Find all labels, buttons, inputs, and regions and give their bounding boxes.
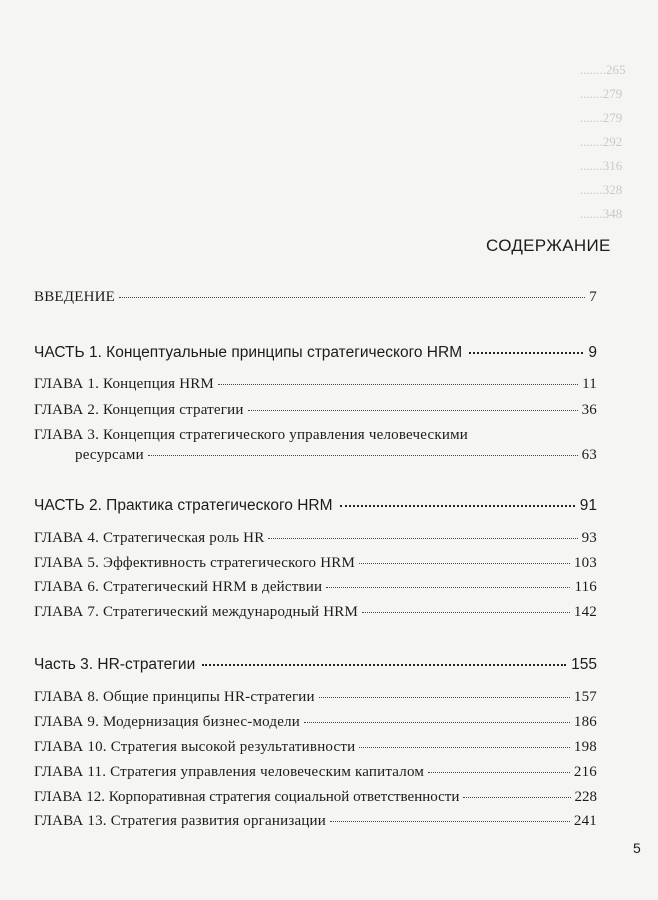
toc-chapter-4[interactable] bbox=[34, 530, 597, 547]
chapter-page: 198 bbox=[573, 739, 597, 755]
chapter-label: ГЛАВА 8. Общие принципы HR-стратегии bbox=[34, 689, 315, 705]
entry-page: 7 bbox=[589, 289, 597, 305]
chapter-label: ГЛАВА 7. Стратегический международный HRM bbox=[34, 604, 359, 620]
toc-part-3[interactable] bbox=[34, 656, 597, 674]
toc-chapter-12[interactable] bbox=[34, 789, 597, 806]
part-page: 9 bbox=[588, 344, 597, 361]
chapter-label: ГЛАВА 6. Стратегический HRM в действии bbox=[34, 579, 323, 595]
dot-leader bbox=[463, 797, 570, 798]
toc-entry-introduction[interactable] bbox=[34, 289, 597, 306]
dot-leader bbox=[362, 612, 570, 613]
chapter-page: 241 bbox=[573, 813, 597, 829]
page-title: СОДЕРЖАНИЕ bbox=[486, 236, 611, 255]
chapter-page: 36 bbox=[581, 402, 597, 418]
dot-leader bbox=[319, 697, 570, 698]
toc-chapter-7[interactable] bbox=[34, 604, 597, 621]
chapter-label: ГЛАВА 11. Стратегия управления человеческим капиталом bbox=[34, 764, 425, 780]
chapter-label: ГЛАВА 9. Модернизация бизнес-модели bbox=[34, 714, 301, 730]
part-page: 155 bbox=[571, 656, 597, 673]
part-title: Часть 3. HR-стратегии bbox=[34, 656, 196, 673]
toc-part-1[interactable] bbox=[34, 344, 597, 362]
dot-leader bbox=[218, 384, 578, 385]
toc-chapter-1[interactable] bbox=[34, 376, 597, 393]
toc-chapter-8[interactable] bbox=[34, 689, 597, 706]
dot-leader bbox=[359, 747, 570, 748]
dot-leader bbox=[469, 352, 583, 354]
part-page: 91 bbox=[579, 497, 597, 514]
dot-leader bbox=[148, 455, 578, 456]
toc-chapter-10[interactable] bbox=[34, 739, 597, 756]
chapter-label: ГЛАВА 1. Концепция HRM bbox=[34, 376, 214, 392]
chapter-label-line2-row bbox=[34, 447, 597, 464]
chapter-label: ГЛАВА 10. Стратегия высокой результативности bbox=[34, 739, 356, 755]
toc-chapter-13[interactable] bbox=[34, 813, 597, 830]
chapter-page: 11 bbox=[582, 376, 597, 392]
chapter-page: 228 bbox=[574, 789, 597, 805]
toc-chapter-9[interactable] bbox=[34, 714, 597, 731]
part-title: ЧАСТЬ 2. Практика стратегического HRM bbox=[34, 497, 333, 514]
show-through-text: ........265 .......279 .......279 .......292 .......316 .......328 .......348 bbox=[580, 62, 626, 221]
toc-chapter-11[interactable] bbox=[34, 764, 597, 781]
dot-leader bbox=[304, 722, 570, 723]
chapter-page: 216 bbox=[573, 764, 597, 780]
chapter-page: 157 bbox=[573, 689, 597, 705]
dot-leader bbox=[248, 410, 578, 411]
dot-leader bbox=[119, 297, 585, 298]
chapter-label: ГЛАВА 4. Стратегическая роль HR bbox=[34, 530, 265, 546]
toc-chapter-2[interactable] bbox=[34, 402, 597, 419]
chapter-page: 142 bbox=[573, 604, 597, 620]
chapter-page: 63 bbox=[581, 447, 597, 463]
page-number: 5 bbox=[633, 840, 641, 856]
chapter-page: 93 bbox=[581, 530, 597, 546]
dot-leader bbox=[340, 505, 575, 507]
part-title: ЧАСТЬ 1. Концептуальные принципы стратегического HRM bbox=[34, 344, 463, 361]
entry-label: ВВЕДЕНИЕ bbox=[34, 289, 115, 305]
dot-leader bbox=[326, 587, 570, 588]
chapter-label: ГЛАВА 2. Концепция стратегии bbox=[34, 402, 244, 418]
chapter-label: ГЛАВА 5. Эффективность стратегического HRM bbox=[34, 555, 355, 571]
dot-leader bbox=[359, 563, 570, 564]
chapter-page: 116 bbox=[574, 579, 597, 595]
dot-leader bbox=[428, 772, 570, 773]
dot-leader bbox=[268, 538, 577, 539]
chapter-label-line1: ГЛАВА 3. Концепция стратегического управления человеческими bbox=[34, 427, 468, 443]
dot-leader bbox=[202, 664, 566, 666]
dot-leader bbox=[330, 821, 570, 822]
chapter-label: ГЛАВА 13. Стратегия развития организации bbox=[34, 813, 327, 829]
toc-chapter-6[interactable] bbox=[34, 579, 597, 596]
chapter-label-line2: ресурсами bbox=[75, 447, 144, 463]
toc-part-2[interactable] bbox=[34, 497, 597, 515]
chapter-page: 186 bbox=[573, 714, 597, 730]
chapter-page: 103 bbox=[573, 555, 597, 571]
toc-chapter-5[interactable] bbox=[34, 555, 597, 572]
chapter-label: ГЛАВА 12. Корпоративная стратегия социальной ответственности bbox=[34, 789, 460, 805]
